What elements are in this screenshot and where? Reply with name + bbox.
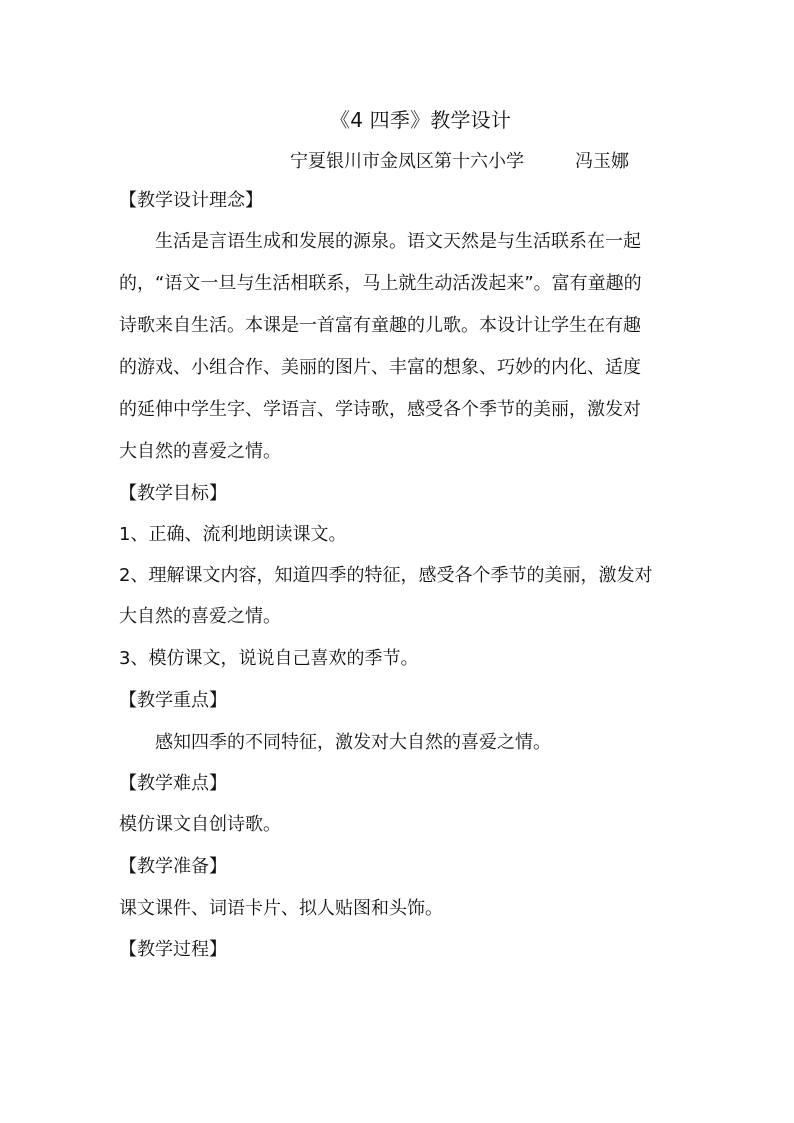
section-heading-focus: 【教学重点】: [119, 690, 227, 711]
section-heading-preparation: 【教学准备】: [119, 856, 227, 877]
concept-line-2: 的，“语文一旦与生活相联系，马上就生动活泼起来”。富有童趣的: [119, 273, 642, 294]
goal-line-2: 2、理解课文内容，知道四季的特征，感受各个季节的美丽，激发对: [119, 565, 653, 586]
concept-line-1: 生活是言语生成和发展的源泉。语文天然是与生活联系在一起: [155, 231, 641, 252]
goal-line-3: 大自然的喜爱之情。: [119, 606, 281, 627]
concept-line-3: 诗歌来自生活。本课是一首富有童趣的儿歌。本设计让学生在有趣: [119, 315, 641, 336]
author-line: [290, 147, 629, 173]
concept-line-4: 的游戏、小组合作、美丽的图片、丰富的想象、巧妙的内化、适度: [119, 357, 641, 378]
school-name: 宁夏银川市金凤区第十六小学: [290, 151, 524, 172]
preparation-line: 课文课件、词语卡片、拟人贴图和头饰。: [119, 898, 443, 919]
focus-line: 感知四季的不同特征，激发对大自然的喜爱之情。: [155, 732, 551, 753]
document-title: 《4 四季》教学设计: [330, 108, 512, 132]
concept-line-6: 大自然的喜爱之情。: [119, 441, 281, 462]
section-heading-difficulty: 【教学难点】: [119, 773, 227, 794]
goal-line-1: 1、正确、流利地朗读课文。: [119, 524, 347, 545]
section-heading-goals: 【教学目标】: [119, 483, 227, 504]
author-name: 冯玉娜: [575, 151, 629, 172]
difficulty-line: 模仿课文自创诗歌。: [119, 814, 281, 835]
concept-line-5: 的延伸中学生字、学语言、学诗歌，感受各个季节的美丽，激发对: [119, 399, 641, 420]
section-heading-process: 【教学过程】: [119, 939, 227, 960]
section-heading-concept: 【教学设计理念】: [119, 190, 263, 211]
goal-line-4: 3、模仿课文，说说自己喜欢的季节。: [119, 648, 419, 669]
